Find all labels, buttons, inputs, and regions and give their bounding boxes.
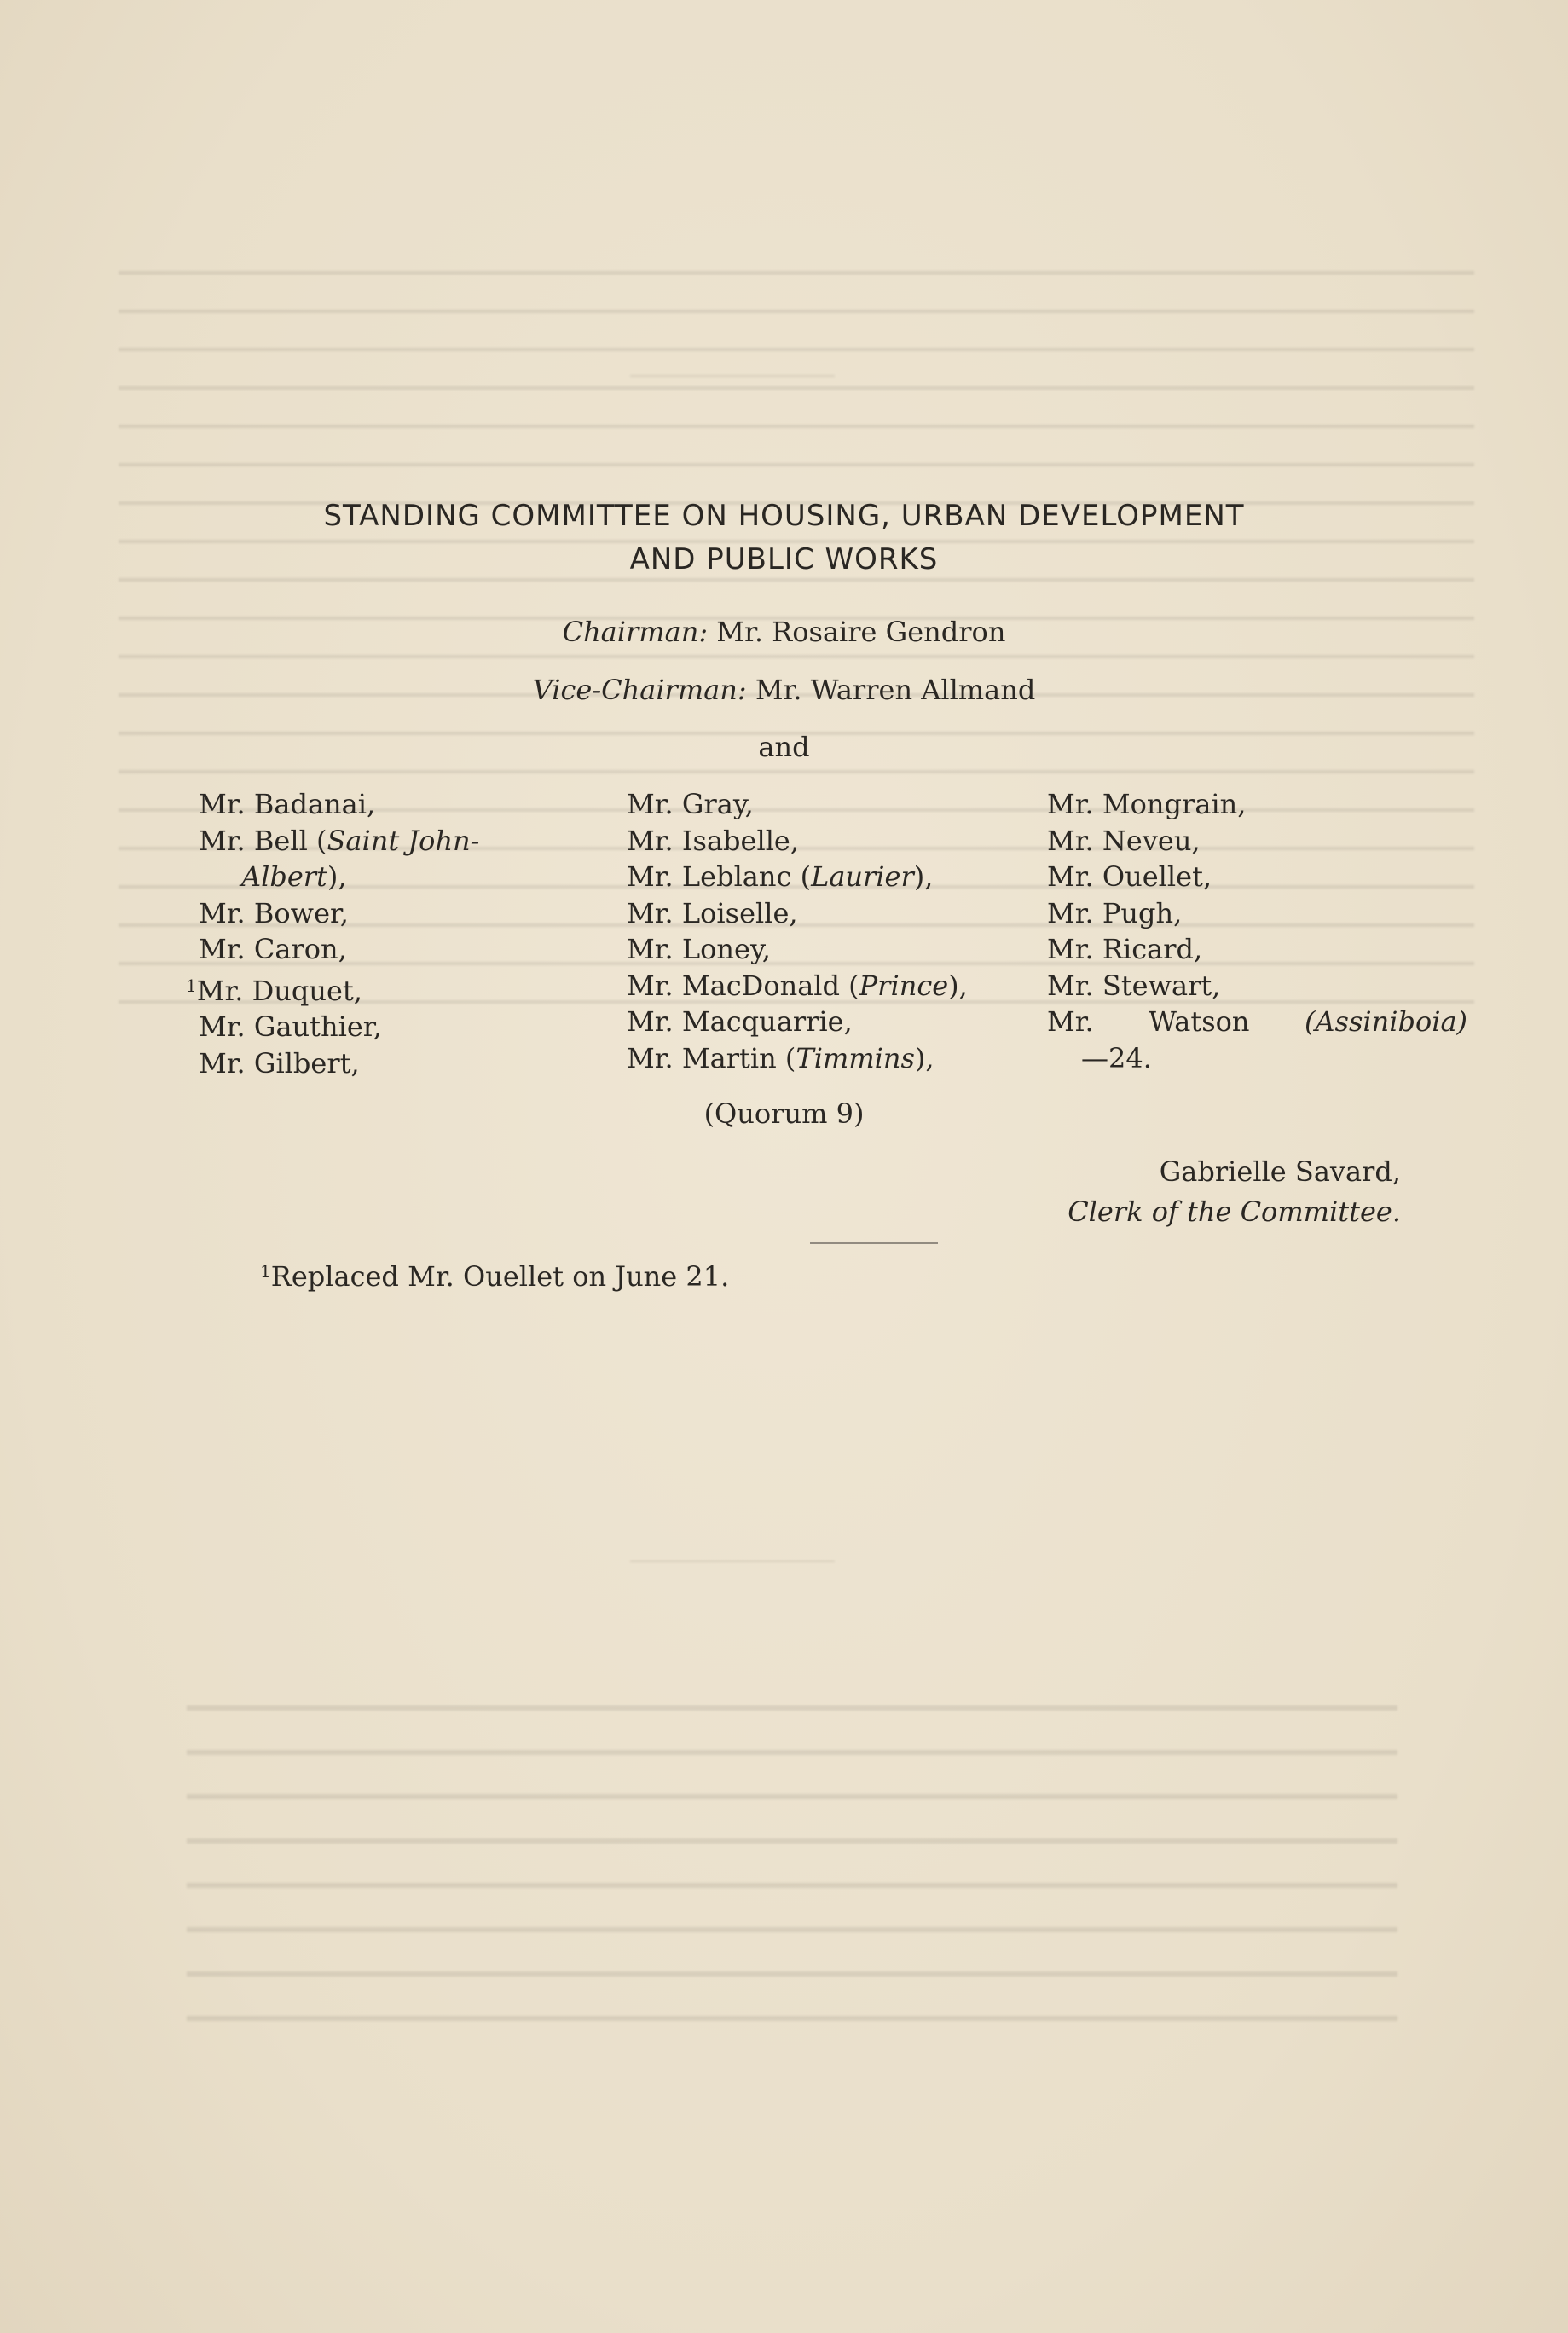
member-name: Mr. Neveu, xyxy=(1047,824,1201,857)
members-column-3 xyxy=(1047,786,1490,1076)
chairman-label: Chairman: xyxy=(562,616,709,648)
member-name: Mr. Stewart, xyxy=(1047,969,1221,1002)
footnote-text: Replaced Mr. Ouellet on June 21. xyxy=(270,1260,730,1293)
member-name: Mr. Watson (Assiniboia) xyxy=(1047,1005,1467,1038)
footnote-marker: 1 xyxy=(186,975,197,996)
member-name: Mr. MacDonald (Prince), xyxy=(627,969,968,1002)
committee-title-line2: AND PUBLIC WORKS xyxy=(629,542,939,576)
quorum: (Quorum 9) xyxy=(703,1097,865,1130)
member-name: Mr. Loney, xyxy=(627,933,771,965)
vice-chairman-label: Vice-Chairman: xyxy=(532,674,747,706)
committee-title-line1: STANDING COMMITTEE ON HOUSING, URBAN DEVELOPMENT xyxy=(323,499,1245,533)
member-name-continued: Albert), xyxy=(241,860,347,893)
clerk-name: Gabrielle Savard, xyxy=(1159,1155,1401,1188)
member-name: Mr. Badanai, xyxy=(199,788,376,820)
member-total: —24. xyxy=(1081,1041,1152,1074)
member-name: Mr. Caron, xyxy=(199,933,347,965)
member-name: Mr. Loiselle, xyxy=(627,896,798,929)
member-name: Mr. Gray, xyxy=(627,788,754,820)
member-name: Mr. Gauthier, xyxy=(199,1010,382,1043)
member-name: Mr. Bell (Saint John- xyxy=(199,824,480,857)
members-column-1 xyxy=(186,786,599,1081)
member-name: Mr. Bower, xyxy=(199,896,349,929)
footnote xyxy=(260,1260,729,1293)
and-connector: and xyxy=(758,731,810,763)
vice-chairman-name: Mr. Warren Allmand xyxy=(755,674,1036,706)
member-name: Mr. Pugh, xyxy=(1047,896,1183,929)
divider-rule xyxy=(810,1242,938,1244)
member-name: Mr. Isabelle, xyxy=(627,824,800,857)
member-name: Mr. Leblanc (Laurier), xyxy=(627,860,934,893)
member-name: Mr. Gilbert, xyxy=(199,1046,360,1080)
member-name: Mr. Macquarrie, xyxy=(627,1005,853,1038)
footnote-marker: 1 xyxy=(260,1261,271,1282)
member-name: Mr. Mongrain, xyxy=(1047,788,1247,820)
chairman-line xyxy=(0,616,1568,648)
member-name: Mr. Ouellet, xyxy=(1047,860,1212,893)
members-column-2 xyxy=(627,786,1053,1076)
chairman-name: Mr. Rosaire Gendron xyxy=(716,616,1006,648)
member-name: $^1$Mr. Duquet, xyxy=(186,974,362,1007)
vice-chairman-line xyxy=(0,674,1568,706)
member-name: Mr. Martin (Timmins), xyxy=(627,1041,934,1074)
member-name: Mr. Ricard, xyxy=(1047,933,1203,965)
clerk-title: Clerk of the Committee. xyxy=(1068,1195,1401,1228)
